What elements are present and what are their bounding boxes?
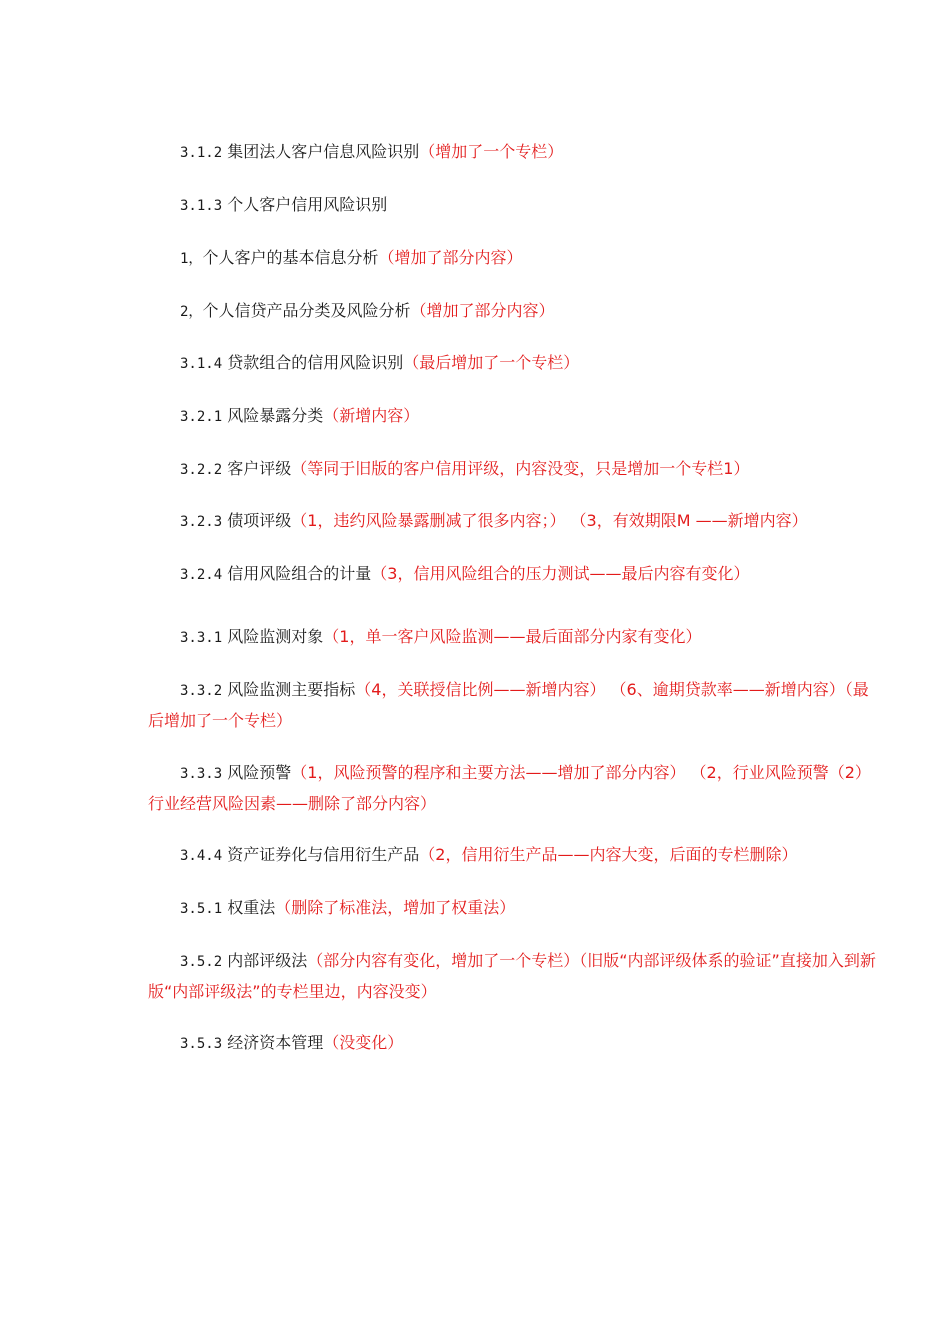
entry-3-5-1: [148, 893, 878, 924]
section-number: 3.4.4: [180, 848, 223, 864]
change-note: （3，信用风险组合的压力测试——最后内容有变化）: [371, 564, 750, 583]
entry-item-2: [148, 296, 878, 327]
entry-3-2-4: [148, 559, 878, 590]
section-number: 3.2.1: [180, 409, 223, 425]
section-title: 风险监测对象: [227, 627, 324, 646]
section-title: 集团法人客户信息风险识别: [227, 142, 420, 161]
section-title: 个人客户的基本信息分析: [202, 248, 379, 267]
change-note: （新增内容）: [323, 406, 420, 425]
entry-3-4-4: [148, 840, 878, 871]
change-note: （1，违约风险暴露删减了很多内容；） （3，有效期限M ——新增内容）: [291, 511, 808, 530]
section-number: 3.5.3: [180, 1036, 223, 1052]
section-number: 3.2.4: [180, 567, 223, 583]
item-number: 2，: [180, 304, 203, 320]
section-number: 3.2.3: [180, 514, 223, 530]
change-note: （1，风险预警的程序和主要方法——增加了部分内容） （2，行业风险预警（2）行业经营风险因素——删除了部分内容）: [148, 763, 871, 813]
section-number: 3.5.2: [180, 954, 223, 970]
change-note: （等同于旧版的客户信用评级，内容没变，只是增加一个专栏1）: [291, 459, 750, 478]
section-title: 贷款组合的信用风险识别: [227, 353, 404, 372]
section-title: 经济资本管理: [227, 1033, 324, 1052]
entry-3-3-3: [148, 758, 878, 819]
entry-item-1: [148, 243, 878, 274]
section-title: 权重法: [227, 898, 276, 917]
change-note: （没变化）: [323, 1033, 404, 1052]
section-number: 3.1.4: [180, 356, 223, 372]
change-note: （最后增加了一个专栏）: [403, 353, 580, 372]
change-note: （2，信用衍生产品——内容大变，后面的专栏删除）: [419, 845, 798, 864]
section-title: 风险预警: [227, 763, 292, 782]
change-note: （删除了标准法，增加了权重法）: [275, 898, 516, 917]
section-number: 3.3.3: [180, 766, 223, 782]
entry-3-2-1: [148, 401, 878, 432]
change-note: （增加了部分内容）: [410, 301, 555, 320]
entry-3-1-2: [148, 137, 878, 168]
entry-3-5-3: [148, 1028, 878, 1059]
change-note: （1，单一客户风险监测——最后面部分内家有变化）: [323, 627, 702, 646]
change-note: （增加了一个专栏）: [419, 142, 564, 161]
section-number: 3.3.2: [180, 683, 223, 699]
entry-3-1-3: [148, 190, 878, 221]
change-note: （4，关联授信比例——新增内容） （6、逾期贷款率——新增内容）（最后增加了一个专栏）: [148, 680, 869, 730]
section-title: 风险暴露分类: [227, 406, 324, 425]
entry-3-3-2: [148, 675, 878, 736]
section-number: 3.1.2: [180, 145, 223, 161]
change-note: （增加了部分内容）: [378, 248, 523, 267]
entry-3-1-4: [148, 348, 878, 379]
change-note: （部分内容有变化，增加了一个专栏）（旧版“内部评级体系的验证”直接加入到新版“内部评级法”的专栏里边，内容没变）: [148, 951, 876, 1001]
section-number: 3.2.2: [180, 462, 223, 478]
entry-3-2-3: [148, 506, 878, 537]
section-number: 3.5.1: [180, 901, 223, 917]
section-title: 个人信贷产品分类及风险分析: [202, 301, 411, 320]
item-number: 1，: [180, 251, 203, 267]
entry-3-5-2: [148, 946, 878, 1007]
section-title: 风险监测主要指标: [227, 680, 356, 699]
section-number: 3.3.1: [180, 630, 223, 646]
section-title: 信用风险组合的计量: [227, 564, 372, 583]
section-title: 客户评级: [227, 459, 292, 478]
section-title: 内部评级法: [227, 951, 308, 970]
entry-3-3-1: [148, 622, 878, 653]
entry-3-2-2: [148, 454, 878, 485]
section-title: 资产证券化与信用衍生产品: [227, 845, 420, 864]
section-title: 个人客户信用风险识别: [227, 195, 388, 214]
section-title: 债项评级: [227, 511, 292, 530]
section-number: 3.1.3: [180, 198, 223, 214]
